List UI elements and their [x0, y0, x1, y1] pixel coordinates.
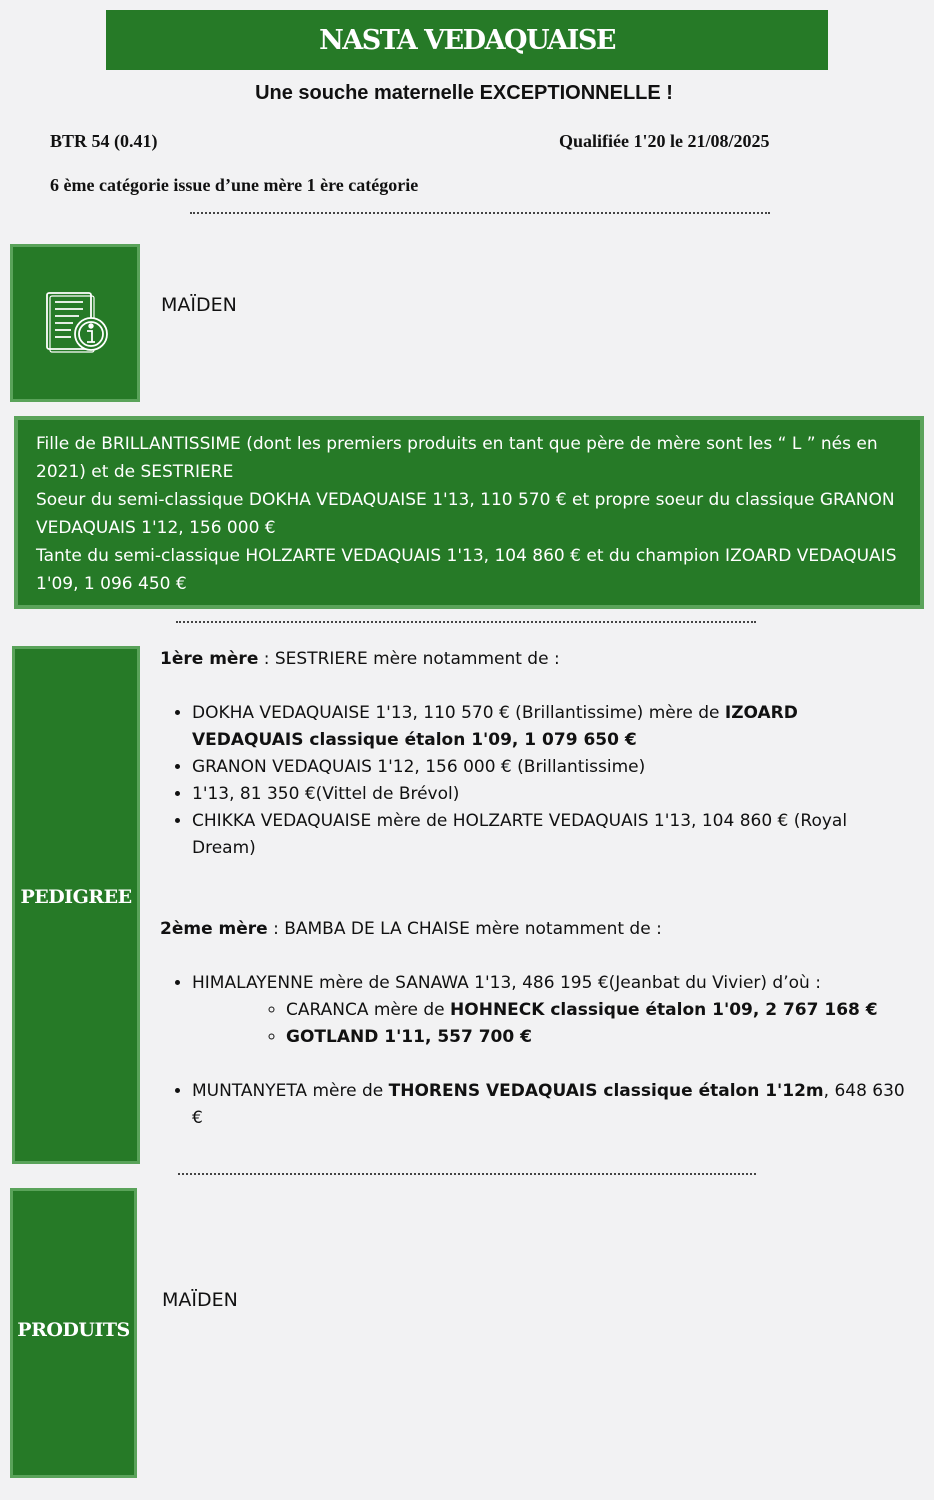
intro-box	[14, 416, 924, 609]
intro-line-3: Tante du semi-classique HOLZARTE VEDAQUAIS 1'13, 104 860 € et du champion IZOARD VEDAQUAIS 1'09, 1 096 450 €	[36, 546, 897, 594]
list-item: • CHIKKA VEDAQUAISE mère de HOLZARTE VEDAQUAIS 1'13, 104 860 € (Royal Dream)	[192, 808, 910, 862]
btr-value: BTR 54 (0.41)	[50, 131, 158, 151]
list-item: • 1'13, 81 350 €(Vittel de Brévol)	[192, 781, 910, 808]
intro-line-1: Fille de BRILLANTISSIME (dont les premiers produits en tant que père de mère sont les “ L ” nés en 2021) et de SESTRIERE	[36, 434, 878, 482]
second-mother-line	[160, 916, 910, 943]
document-info-icon	[43, 290, 113, 360]
second-mother-list-2	[160, 1078, 910, 1132]
page-title: NASTA VEDAQUAISE	[319, 24, 615, 56]
list-item: ◦ CARANCA mère de HOHNECK classique étalon 1'09, 2 767 168 €	[286, 997, 910, 1024]
produits-label: PRODUITS	[17, 1319, 130, 1341]
title-banner	[106, 10, 828, 70]
list-item: • MUNTANYETA mère de THORENS VEDAQUAIS classique étalon 1'12m, 648 630 €	[192, 1078, 910, 1132]
first-mother-text: : SESTRIERE mère notamment de :	[258, 649, 560, 669]
list-item: ◦ GOTLAND 1'11, 557 700 €	[286, 1024, 910, 1051]
divider	[190, 212, 770, 214]
intro-line-2: Soeur du semi-classique DOKHA VEDAQUAISE 1'13, 110 570 € et propre soeur du classique GRANON VEDAQUAIS 1'12, 156 000 €	[36, 490, 895, 538]
list-item: • HIMALAYENNE mère de SANAWA 1'13, 486 195 €(Jeanbat du Vivier) d’où : ◦ CARANCA mère de HOHNECK classique étalon 1'09, 2 767 168 € ◦ GOTLAND 1'11, 557 700 €	[192, 970, 910, 1051]
divider	[178, 1173, 756, 1175]
first-mother-label: 1ère mère	[160, 649, 259, 669]
second-mother-list	[160, 970, 910, 1051]
subtitle: Une souche maternelle EXCEPTIONNELLE !	[255, 82, 673, 104]
qualification-text: Qualifiée 1'20 le 21/08/2025	[559, 131, 770, 151]
record-icon-box	[10, 244, 140, 402]
second-mother-label: 2ème mère	[160, 919, 268, 939]
second-mother-text: : BAMBA DE LA CHAISE mère notamment de :	[267, 919, 662, 939]
list-item: • GRANON VEDAQUAIS 1'12, 156 000 € (Brillantissime)	[192, 754, 910, 781]
pedigree-label-box	[12, 646, 140, 1164]
first-mother-list	[160, 700, 910, 862]
intro-text	[36, 430, 916, 598]
produits-label-box	[10, 1188, 137, 1478]
pedigree-content	[160, 646, 910, 1132]
record-status: MAÏDEN	[161, 294, 237, 316]
first-mother-line	[160, 646, 910, 673]
sub-list	[192, 997, 910, 1051]
list-item: • DOKHA VEDAQUAISE 1'13, 110 570 € (Brillantissime) mère de IZOARD VEDAQUAIS classique étalon 1'09, 1 079 650 €	[192, 700, 910, 754]
divider	[176, 621, 756, 623]
category-text: 6 ème catégorie issue d’une mère 1 ère catégorie	[50, 175, 419, 195]
pedigree-label: PEDIGREE	[20, 886, 132, 908]
produits-status: MAÏDEN	[162, 1289, 238, 1311]
